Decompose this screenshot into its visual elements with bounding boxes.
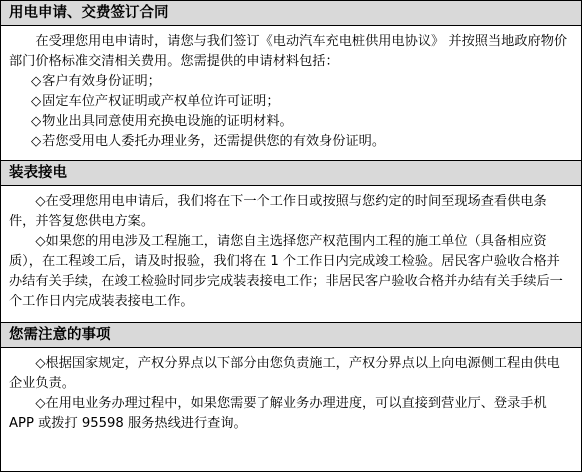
list-item [9,112,573,132]
section-body-notes [1,348,581,438]
list-item [9,72,573,92]
section-title-application: 用电申请、交费签订合同 [1,1,581,26]
section-title-notes: 您需注意的事项 [1,323,581,348]
list-item-text: 物业出具同意使用充换电设施的证明材料。 [42,114,293,129]
list-item-text: 若您受用电人委托办理业务，还需提供您的有效身份证明。 [42,134,386,149]
section-title-meter-installation: 装表接电 [1,161,581,186]
list-item [9,132,573,152]
notes-para: ◇根据国家规定，产权分界点以下部分由您负责施工，产权分界点以上向电源侧工程由供电企业负责。 [9,356,560,391]
installation-para: ◇在受理您用电申请后，我们将在下一个工作日或按照与您约定的时间至现场查看供电条件，并答复您供电方案。 [9,194,547,229]
diamond-bullet-icon: ◇ [31,114,42,129]
notes-para: ◇在用电业务办理过程中，如果您需要了解业务办理进度，可以直接到营业厅、登录手机 APP 或拨打 95598 服务热线进行查询。 [9,396,547,431]
list-item-text: 固定车位产权证明或产权单位许可证明； [42,94,280,109]
list-item [9,92,573,112]
section-body-meter-installation [1,186,581,323]
application-intro: 在受理您用电申请时，请您与我们签订《电动汽车充电桩供用电协议》 并按照当地政府物价部门价格标准交清相关费用。您需提供的申请材料包括： [9,34,568,69]
list-item-text: 客户有效身份证明； [42,74,161,89]
section-body-application [1,26,581,161]
diamond-bullet-icon: ◇ [31,94,42,109]
diamond-bullet-icon: ◇ [31,74,42,89]
installation-para: ◇如果您的用电涉及工程施工，请您自主选择您产权范围内工程的施工单位（具备相应资质），在工程竣工后，请及时报验，我们将在 1 个工作日内完成竣工检验。居民客户验收合格并办结有关手续，在竣工检验时同步完成装表接电工作；非居民客户验收合格并办结有关手续后一个工作日内完成装表接电工作。 [9,234,563,309]
diamond-bullet-icon: ◇ [31,134,42,149]
